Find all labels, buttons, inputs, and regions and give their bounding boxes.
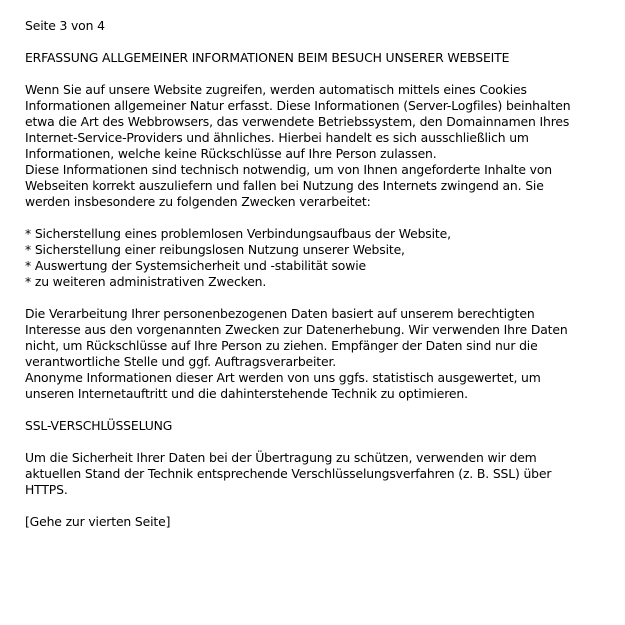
- text-line: unseren Internetauftritt und die dahinterstehende Technik zu optimieren.: [25, 386, 468, 401]
- text-line: Interesse aus den vorgenannten Zwecken zur Datenerhebung. Wir verwenden Ihre Daten: [25, 322, 568, 337]
- text-line: verantwortliche Stelle und ggf. Auftragsverarbeiter.: [25, 354, 337, 369]
- text-line: Anonyme Informationen dieser Art werden von uns ggfs. statistisch ausgewertet, um: [25, 370, 541, 385]
- text-line: Internet-Service-Providers und ähnliches. Hierbei handelt es sich ausschließlich um: [25, 130, 529, 145]
- text-line: HTTPS.: [25, 482, 68, 497]
- text-line: werden insbesondere zu folgenden Zwecken verarbeitet:: [25, 194, 371, 209]
- paragraph-general-info: [25, 82, 600, 210]
- text-line: nicht, um Rückschlüsse auf Ihre Person zu ziehen. Empfänger der Daten sind nur die: [25, 338, 538, 353]
- text-line: Um die Sicherheit Ihrer Daten bei der Übertragung zu schützen, verwenden wir dem: [25, 450, 537, 465]
- text-line: Wenn Sie auf unsere Website zugreifen, werden automatisch mittels eines Cookies: [25, 82, 527, 97]
- paragraph-legal-basis: [25, 306, 600, 402]
- list-item: * zu weiteren administrativen Zwecken.: [25, 274, 267, 289]
- text-line: Informationen, welche keine Rückschlüsse auf Ihre Person zulassen.: [25, 146, 437, 161]
- next-page-link[interactable]: [Gehe zur vierten Seite]: [25, 514, 171, 529]
- purpose-list: [25, 226, 600, 290]
- text-line: aktuellen Stand der Technik entsprechende Verschlüsselungsverfahren (z. B. SSL) über: [25, 466, 552, 481]
- text-line: Diese Informationen sind technisch notwendig, um von Ihnen angeforderte Inhalte von: [25, 162, 553, 177]
- text-line: Die Verarbeitung Ihrer personenbezogenen Daten basiert auf unserem berechtigten: [25, 306, 535, 321]
- paragraph-ssl: [25, 450, 600, 498]
- page-indicator: Seite 3 von 4: [25, 18, 105, 33]
- section-heading-general-info: ERFASSUNG ALLGEMEINER INFORMATIONEN BEIM BESUCH UNSERER WEBSEITE: [25, 50, 510, 65]
- list-item: * Sicherstellung einer reibungslosen Nutzung unserer Website,: [25, 242, 405, 257]
- section-heading-ssl: SSL-VERSCHLÜSSELUNG: [25, 418, 173, 433]
- list-item: * Auswertung der Systemsicherheit und -stabilität sowie: [25, 258, 366, 273]
- text-line: Webseiten korrekt auszuliefern und fallen bei Nutzung des Internets zwingend an. Sie: [25, 178, 544, 193]
- text-line: etwa die Art des Webbrowsers, das verwendete Betriebssystem, den Domainnamen Ihres: [25, 114, 570, 129]
- list-item: * Sicherstellung eines problemlosen Verbindungsaufbaus der Website,: [25, 226, 451, 241]
- text-line: Informationen allgemeiner Natur erfasst. Diese Informationen (Server-Logfiles) beinhalten: [25, 98, 571, 113]
